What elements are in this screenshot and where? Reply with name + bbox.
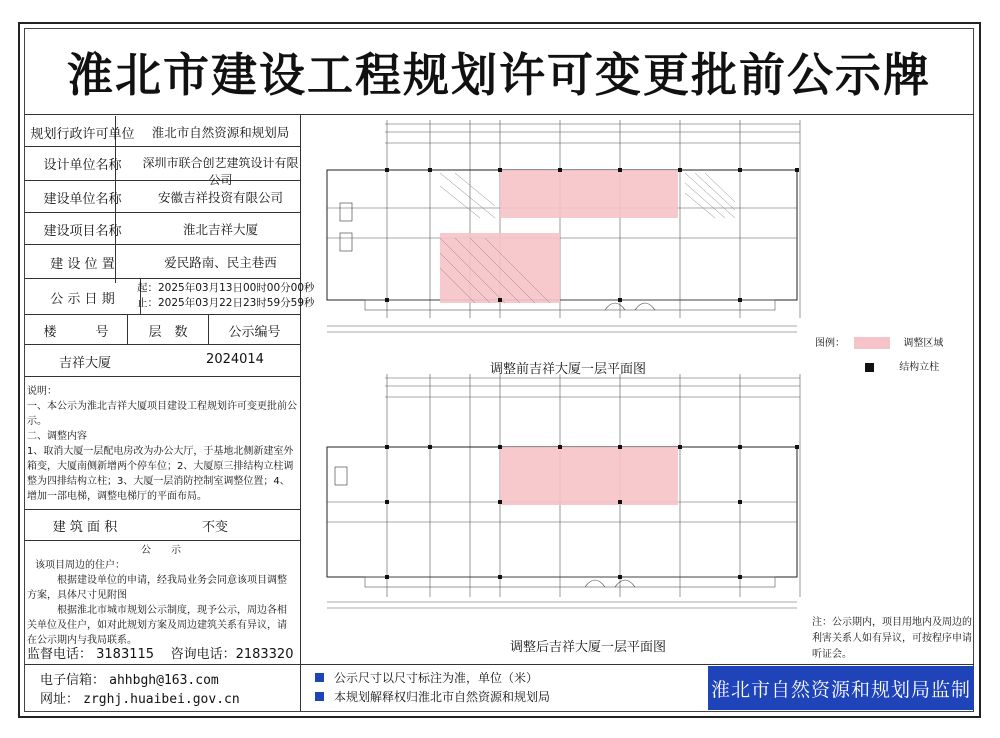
period-start: 起：2025年03月13日00时00分00秒 [137, 282, 315, 294]
page-title: 淮北市建设工程规划许可变更批前公示牌 [67, 48, 931, 102]
notes-line: 一、本公示为淮北吉祥大厦项目建设工程规划许可变更批前公示。 [27, 401, 297, 427]
notice-block [27, 543, 295, 648]
adjust-swatch [854, 337, 890, 349]
legend-column: 结构立柱 [899, 362, 940, 373]
info-label: 建设单位名称 [43, 192, 122, 207]
info-value: 爱民路南、民主巷西 [164, 255, 277, 270]
area-label: 建 筑 面 积 [52, 520, 118, 535]
objection-note: 注：公示期内，项目用地内及周边的利害关系人如有异议，可按程序申请听证会。 [812, 617, 972, 660]
caption-after: 调整后吉祥大厦一层平面图 [510, 640, 667, 655]
info-value: 淮北市自然资源和规划局 [151, 125, 290, 140]
area-bottom-line [25, 540, 300, 541]
building-cell: 吉祥大厦 [58, 356, 111, 371]
web-link[interactable]: zrghj.huaibei.gov.cn [83, 692, 240, 707]
left-panel-divider [300, 114, 301, 664]
web-label: 网址： [40, 692, 80, 707]
column-swatch [865, 363, 874, 372]
footer-divider [25, 664, 974, 665]
info-value: 淮北吉祥大厦 [182, 222, 258, 237]
info-row [25, 180, 300, 213]
caption-before: 调整前吉祥大厦一层平面图 [490, 362, 647, 377]
title-divider [25, 114, 974, 115]
info-label: 建 设 位 置 [50, 257, 115, 272]
footer-col-divider [300, 664, 301, 712]
period-label: 公 示 日 期 [50, 292, 115, 307]
info-row [25, 116, 300, 147]
table-header-row [25, 314, 300, 345]
supervise-phone: 监督电话： 3183115 [27, 647, 155, 662]
email-label: 电子信箱： [40, 673, 106, 688]
legend-title: 图例： [815, 338, 845, 349]
area-row [25, 516, 300, 538]
bullet-square-icon [315, 692, 324, 701]
legend-adjust: 调整区域 [903, 338, 944, 349]
info-label: 规划行政许可单位 [30, 127, 135, 142]
info-value: 安徽吉祥投资有限公司 [157, 190, 283, 205]
adjust-region [500, 447, 678, 505]
legend-column-item [865, 358, 939, 373]
floors-header: 层 数 [148, 325, 188, 340]
info-value: 深圳市联合创艺建筑设计有限公司 [142, 156, 299, 187]
supervisor-banner: 淮北市自然资源和规划局监制 [708, 666, 974, 710]
notice-para: 该项目周边的住户： [35, 560, 125, 571]
adjust-region-top [500, 170, 678, 218]
notes-line: 1、取消大厦一层配电房改为办公大厅，于基地北侧新建室外箱变，大厦南侧新增两个停车位；2、大厦原三排结构立柱调整为四排结构立柱；3、大厦一层消防控制室调整位置；4、增加一部电梯，调整电梯厅的平面布局。 [27, 446, 294, 502]
consult-phone: 咨询电话：2183320 [170, 647, 294, 662]
email-line [40, 669, 219, 688]
footer-note-text: 本规划解释权归淮北市自然资源和规划局 [334, 690, 551, 704]
info-row [25, 244, 300, 279]
phones [27, 643, 293, 662]
notes-line: 二、调整内容 [27, 431, 87, 442]
plan-after [305, 372, 810, 627]
notice-para: 根据建设单位的申请，经我局业务会同意该项目调整方案，具体尺寸见附图 [27, 575, 287, 601]
code-cell: 2024014 [206, 352, 264, 367]
info-row [25, 212, 300, 245]
period-row [25, 278, 315, 315]
notice-para: 根据淮北市城市规划公示制度，现予公示，周边各相关单位及住户，如对此规划方案及周边建筑关系有异议，请在公示期内与我局联系。 [27, 605, 287, 646]
period-end: 止：2025年03月22日23时59分59秒 [137, 297, 315, 309]
footer-note [315, 669, 538, 686]
plan-before [305, 118, 810, 353]
notice-title: 公 示 [141, 545, 181, 556]
info-label: 建设项目名称 [43, 224, 122, 239]
notes-block [27, 384, 297, 504]
building-header: 楼 号 [43, 325, 109, 340]
table-row [25, 344, 300, 377]
footer-note-text: 公示尺寸以尺寸标注为准，单位（米） [334, 671, 539, 685]
code-header: 公示编号 [228, 325, 281, 340]
footer-note [315, 688, 550, 705]
legend [815, 334, 943, 349]
info-label: 设计单位名称 [43, 158, 122, 173]
bullet-square-icon [315, 673, 324, 682]
notes-title: 说明： [27, 386, 57, 397]
email-link[interactable]: ahhbgh@163.com [109, 673, 219, 688]
area-top-line [25, 509, 300, 510]
area-value: 不变 [201, 520, 228, 535]
web-line [40, 688, 240, 707]
info-row [25, 146, 300, 187]
